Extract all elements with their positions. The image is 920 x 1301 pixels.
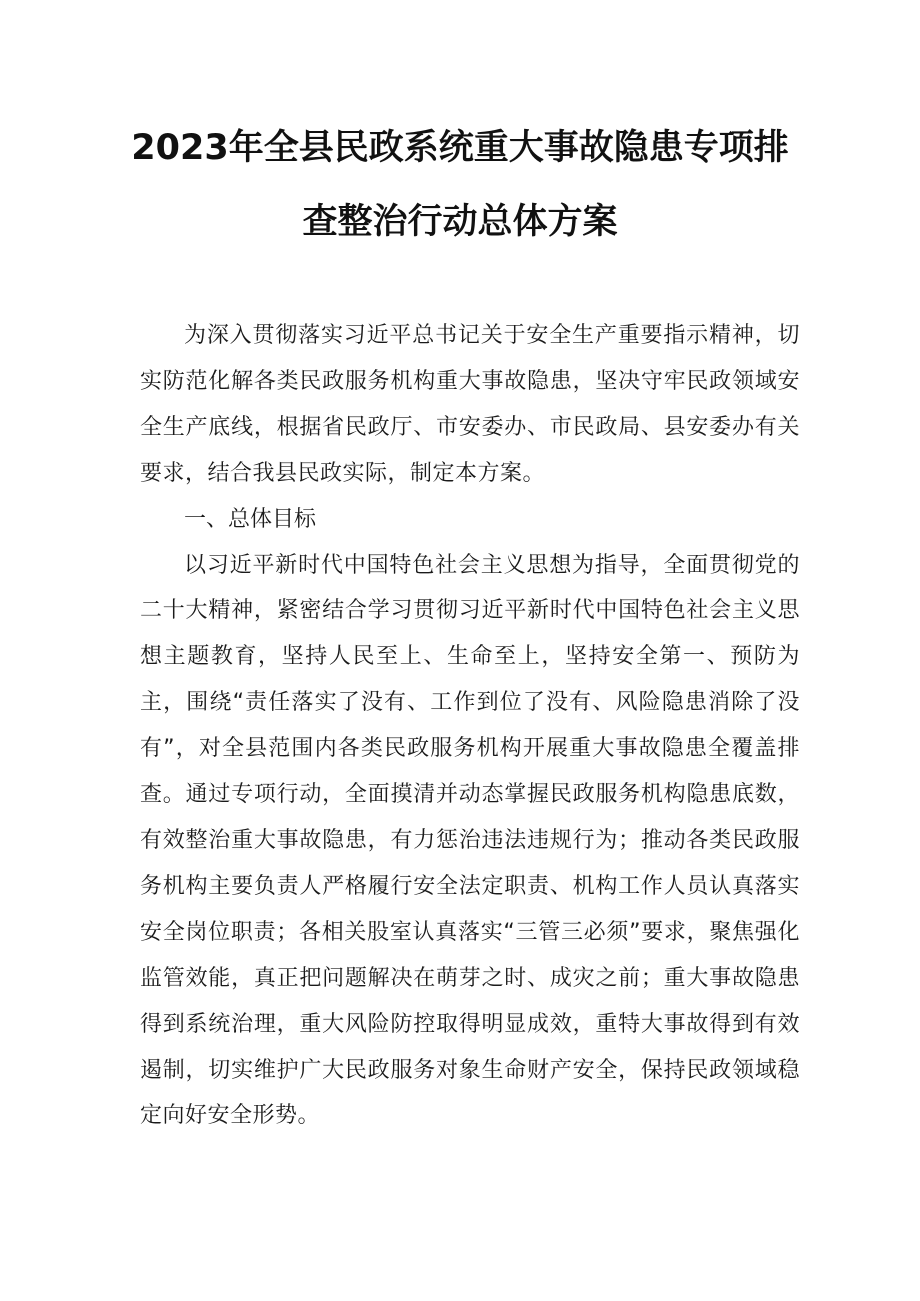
- section-1-heading: 一、总体目标: [184, 506, 317, 532]
- document-title-line-1: 2023年全县民政系统重大事故隐患专项排: [131, 128, 789, 168]
- section-1-paragraph: 以习近平新时代中国特色社会主义思想为指导，全面贯彻党的二十大精神，紧密结合学习贯彻习近平新时代中国特色社会主义思想主题教育，坚持人民至上、生命至上，坚持安全第一、预防为主，围绕“责任落实了没有、工作到位了没有、风险隐患消除了没有”，对全县范围内各类民政服务机构开展重大事故隐患全覆盖排查。通过专项行动，全面摸清并动态掌握民政服务机构隐患底数，有效整治重大事故隐患，有力惩治违法违规行为；推动各类民政服务机构主要负责人严格履行安全法定职责、机构工作人员认真落实安全岗位职责；各相关股室认真落实“三管三必须”要求，聚焦强化监管效能，真正把问题解决在萌芽之时、成灾之前；重大事故隐患得到系统治理，重大风险防控取得明显成效，重特大事故得到有效遏制，切实维护广大民政服务对象生命财产安全，保持民政领域稳定向好安全形势。: [140, 552, 800, 1129]
- document-body: [140, 313, 800, 1139]
- document-title-line-2: 查整治行动总体方案: [302, 202, 618, 242]
- intro-paragraph: 为深入贯彻落实习近平总书记关于安全生产重要指示精神，切实防范化解各类民政服务机构重大事故隐患，坚决守牢民政领域安全生产底线，根据省民政厅、市安委办、市民政局、县安委办有关要求，结合我县民政实际，制定本方案。: [140, 323, 800, 486]
